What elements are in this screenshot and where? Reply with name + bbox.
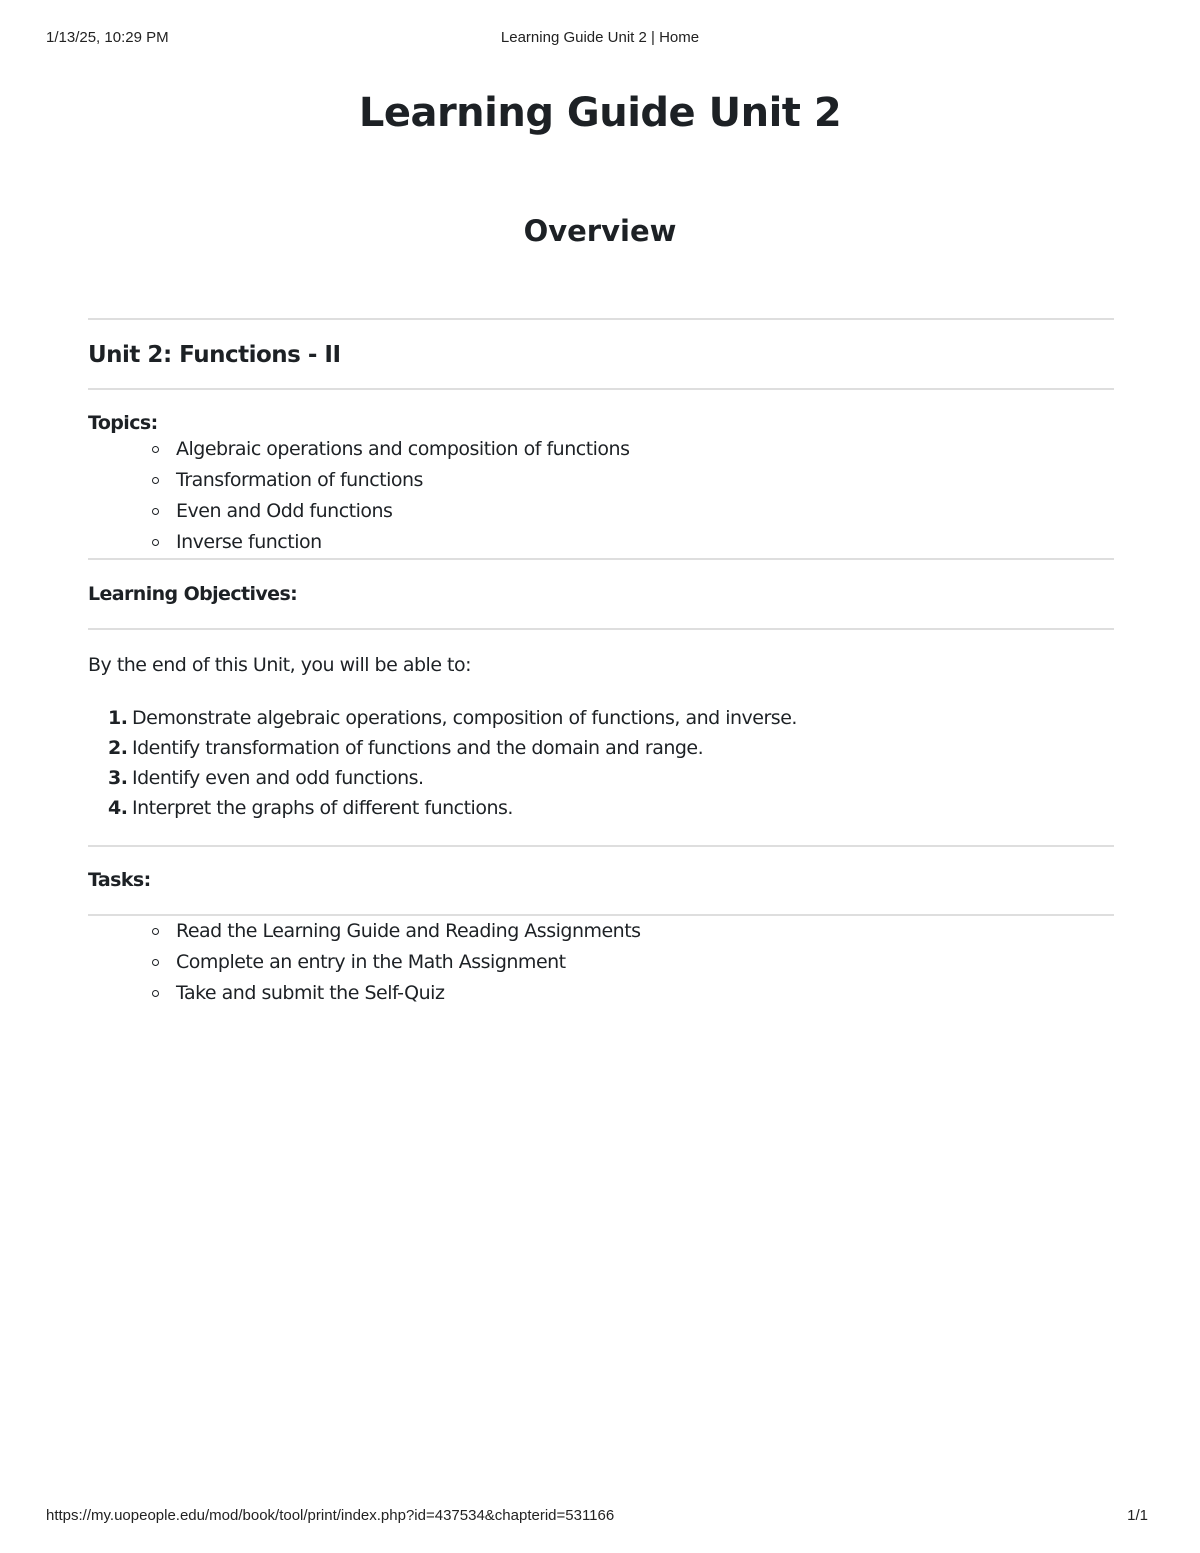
book-title: Learning Guide Unit 2 (358, 90, 842, 136)
list-item: 1. Demonstrate algebraic operations, composition of functions, and inverse. (108, 707, 797, 729)
list-item: Read the Learning Guide and Reading Assignments (152, 916, 1114, 947)
topics-list (88, 434, 1114, 558)
tasks-list (88, 916, 1114, 1009)
circle-bullet-icon (152, 990, 159, 997)
print-datetime: 1/13/25, 10:29 PM (46, 29, 169, 46)
list-item: Algebraic operations and composition of functions (152, 434, 1114, 465)
list-item: Transformation of functions (152, 465, 1114, 496)
circle-bullet-icon (152, 508, 159, 515)
print-page-title: Learning Guide Unit 2 | Home (500, 29, 700, 46)
print-header (0, 29, 1200, 49)
chapter-title: Overview (523, 214, 677, 248)
unit-title: Unit 2: Functions - II (88, 342, 341, 368)
list-item: Inverse function (152, 527, 1114, 558)
list-item: Complete an entry in the Math Assignment (152, 947, 1114, 978)
circle-bullet-icon (152, 477, 159, 484)
list-item: 2. Identify transformation of functions and the domain and range. (108, 737, 704, 759)
tasks-label: Tasks: (88, 869, 151, 891)
list-item: 4. Interpret the graphs of different functions. (108, 797, 513, 819)
print-footer (0, 1507, 1200, 1527)
objectives-list (88, 676, 1114, 845)
objectives-label: Learning Objectives: (88, 583, 298, 605)
objectives-intro: By the end of this Unit, you will be able to: (88, 654, 472, 676)
list-item: Even and Odd functions (152, 496, 1114, 527)
page-number: 1/1 (1127, 1507, 1148, 1524)
circle-bullet-icon (152, 959, 159, 966)
circle-bullet-icon (152, 928, 159, 935)
print-url: https://my.uopeople.edu/mod/book/tool/print/index.php?id=437534&chapterid=531166 (46, 1507, 615, 1524)
circle-bullet-icon (152, 446, 159, 453)
circle-bullet-icon (152, 539, 159, 546)
list-item: Take and submit the Self-Quiz (152, 978, 1114, 1009)
list-item: 3. Identify even and odd functions. (108, 767, 424, 789)
topics-label: Topics: (88, 412, 158, 434)
chapter-content (88, 318, 1114, 1009)
